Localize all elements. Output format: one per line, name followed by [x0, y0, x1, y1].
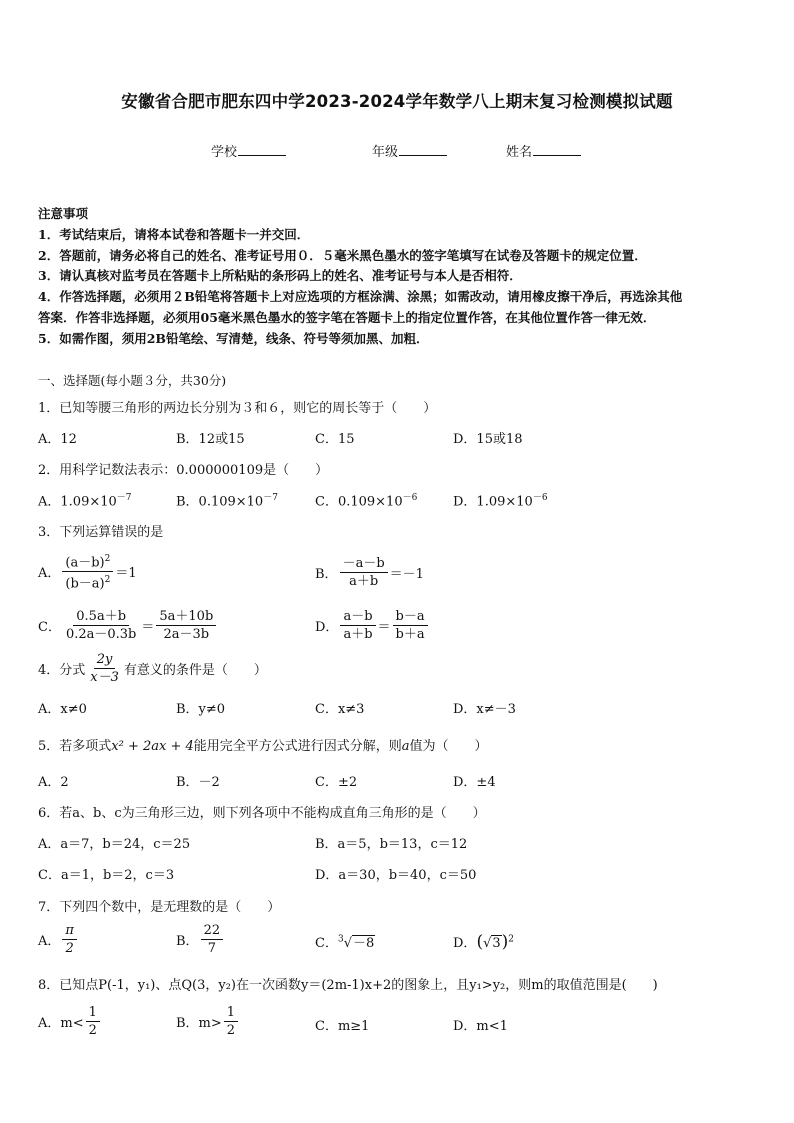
q5-option-d[interactable]: D．±4 — [453, 775, 496, 790]
q3-a-numerator: (a－b) — [65, 555, 105, 571]
q7-stem: 7．下列四个数中，是无理数的是（ ） — [38, 900, 281, 915]
q2-option-b[interactable] — [176, 490, 278, 509]
q3-a-label: A． — [38, 566, 61, 582]
q7-b-numerator: 22 — [201, 923, 224, 940]
q3-b-denominator: a＋b — [349, 574, 379, 589]
q6-option-c[interactable]: C．a＝1，b＝2，c＝3 — [38, 868, 175, 883]
q5-stem — [38, 735, 488, 754]
q7-a-numerator: π — [62, 923, 77, 940]
q4-option-d[interactable]: D．x≠－3 — [453, 702, 516, 717]
q3-d-fraction-left — [340, 609, 375, 642]
q3-b-fraction — [340, 556, 388, 589]
q3-b-numerator: －a－b — [340, 556, 388, 573]
q5-option-b[interactable]: B．－2 — [176, 775, 220, 790]
q2-stem: 2．用科学记数法表示：0.000000109是（ ） — [38, 463, 329, 478]
q5-stem-mid: 能用完全平方公式进行因式分解，则 — [193, 739, 402, 754]
name-label: 姓名 — [506, 145, 533, 160]
q8-a-text: A．m< — [38, 1016, 84, 1031]
q4-numerator: 2y — [94, 652, 116, 669]
q8-a-numerator: 1 — [86, 1005, 100, 1022]
q2-d-text: D．1.09×10 — [453, 494, 533, 510]
q3-d-denominator-left: a＋b — [343, 627, 373, 642]
q3-a-num-exp: 2 — [104, 554, 111, 564]
q2-option-a[interactable] — [38, 490, 132, 509]
q2-option-d[interactable] — [453, 490, 548, 509]
q2-a-exponent: －7 — [116, 493, 132, 503]
q8-b-text: B．m> — [176, 1016, 222, 1031]
q2-b-text: B．0.109×10 — [176, 494, 264, 510]
q8-option-b[interactable] — [176, 1005, 240, 1038]
q3-c-denominator-right: 2a－3b — [163, 627, 210, 642]
q7-c-root-index: 3 — [337, 934, 344, 945]
q3-c-fraction-right — [156, 609, 216, 642]
q8-b-fraction — [224, 1005, 238, 1038]
q3-d-fraction-right — [393, 609, 428, 642]
q5-stem-post: 值为（ ） — [409, 739, 488, 754]
q3-c-denominator-left: 0.2a－0.3b — [65, 627, 137, 642]
radical-sign-icon: √ — [343, 936, 352, 951]
grade-field[interactable] — [372, 141, 447, 160]
q3-c-equals: ＝ — [141, 620, 155, 635]
notice-item-4-cont: 答案．作答非选择题，必须用05毫米黑色墨水的签字笔在答题卡上的指定位置作答，在其他位置作答一律无效． — [38, 310, 656, 325]
q7-c-label: C． — [315, 936, 338, 951]
q7-a-fraction — [62, 923, 77, 956]
q3-a-rhs: ＝1 — [115, 566, 137, 582]
q3-c-numerator-right: 5a＋10b — [156, 609, 216, 626]
q3-option-d[interactable] — [315, 609, 430, 642]
exam-title: 安徽省合肥市肥东四中学2023-2024学年数学八上期末复习检测模拟试题 — [121, 92, 673, 111]
q7-b-denominator: 7 — [207, 941, 216, 956]
q7-option-a[interactable] — [38, 923, 79, 956]
q5-stem-pre: 5．若多项式 — [38, 739, 112, 754]
q7-d-radicand: 3 — [492, 936, 501, 951]
q3-stem: 3．下列运算错误的是 — [38, 525, 164, 540]
q1-option-b[interactable]: B．12或15 — [176, 432, 245, 447]
q2-d-exponent: －6 — [532, 493, 548, 503]
q3-d-numerator-left: a－b — [340, 609, 375, 626]
q4-option-b[interactable]: B．y≠0 — [176, 702, 226, 717]
q8-option-d[interactable]: D．m<1 — [453, 1019, 508, 1034]
q3-c-numerator-left: 0.5a＋b — [73, 609, 129, 626]
q7-option-d[interactable] — [453, 932, 514, 952]
notice-heading: 注意事项 — [38, 206, 89, 221]
q6-option-d[interactable]: D．a＝30，b＝40，c＝50 — [315, 868, 477, 883]
q5-expression: x² + 2ax + 4 — [111, 739, 194, 754]
q1-stem: 1．已知等腰三角形的两边长分别为３和６，则它的周长等于（ ） — [38, 401, 437, 416]
q3-a-denominator: (b－a) — [65, 576, 105, 592]
q4-denominator: x－3 — [90, 670, 119, 685]
name-field[interactable] — [506, 141, 581, 160]
q4-option-c[interactable]: C．x≠3 — [315, 702, 365, 717]
q7-b-label: B． — [176, 934, 199, 949]
q5-variable: a — [401, 739, 410, 754]
q1-option-a[interactable]: A．12 — [38, 432, 77, 447]
q2-option-c[interactable] — [315, 490, 417, 509]
q1-option-d[interactable]: D．15或18 — [453, 432, 523, 447]
q7-option-b[interactable] — [176, 923, 225, 956]
q7-d-exponent: 2 — [508, 934, 515, 945]
q1-option-c[interactable]: C．15 — [315, 432, 355, 447]
q3-b-rhs: ＝－1 — [389, 567, 424, 582]
q2-b-exponent: －7 — [263, 493, 278, 503]
q8-option-a[interactable] — [38, 1005, 102, 1038]
school-blank[interactable] — [238, 143, 286, 156]
q3-d-equals: ＝ — [377, 620, 391, 635]
q3-option-b[interactable] — [315, 556, 424, 589]
q3-a-fraction — [62, 552, 113, 592]
q3-b-label: B． — [315, 567, 338, 582]
q4-stem-post: 有意义的条件是（ ） — [123, 663, 267, 678]
q7-a-label: A． — [38, 934, 61, 949]
q4-stem-pre: 4．分式 — [38, 663, 86, 678]
q7-option-c[interactable] — [315, 932, 375, 951]
q7-d-label: D． — [453, 936, 477, 951]
q3-a-den-exp: 2 — [104, 575, 111, 586]
q2-a-text: A．1.09×10 — [38, 494, 117, 510]
q8-a-fraction — [86, 1005, 100, 1038]
q2-c-text: C．0.109×10 — [315, 494, 403, 510]
radical-sign-icon: √ — [483, 936, 492, 951]
close-paren-icon: ) — [501, 932, 509, 952]
school-field[interactable] — [211, 141, 286, 160]
q3-d-numerator-right: b－a — [393, 609, 428, 626]
q2-c-exponent: －6 — [402, 493, 418, 503]
q4-option-a[interactable]: A．x≠0 — [38, 702, 87, 717]
q8-stem: 8．已知点P(-1，y₁)、点Q(3，y₂)在一次函数y＝(2m-1)x+2的图象上，且y₁>y₂，则m的取值范围是( ) — [38, 978, 658, 993]
q4-fraction — [87, 652, 122, 685]
q7-c-radicand: －8 — [352, 936, 375, 951]
notice-item-2: 2．答题前，请务必将自己的姓名、准考证号用０．５毫米黑色墨水的签字笔填写在试卷及答题卡的规定位置． — [38, 248, 647, 263]
q6-option-a[interactable]: A．a＝7，b＝24，c＝25 — [38, 837, 191, 852]
grade-blank[interactable] — [399, 143, 447, 156]
q5-option-c[interactable]: C．±2 — [315, 775, 358, 790]
q3-option-a[interactable] — [38, 552, 137, 592]
q8-b-denominator: 2 — [226, 1023, 236, 1038]
q8-b-numerator: 1 — [224, 1005, 238, 1022]
q3-option-c[interactable] — [38, 609, 218, 642]
q3-d-label: D． — [315, 620, 339, 635]
name-blank[interactable] — [533, 143, 581, 156]
notice-item-3: 3．请认真核对监考员在答题卡上所粘贴的条形码上的姓名、准考证号与本人是否相符． — [38, 268, 522, 283]
q6-option-b[interactable]: B．a＝5，b＝13，c＝12 — [315, 837, 468, 852]
school-label: 学校 — [211, 145, 238, 160]
section-heading: 一、选择题(每小题３分，共30分) — [38, 373, 227, 388]
q7-b-fraction — [201, 923, 224, 956]
q3-c-label: C． — [38, 620, 61, 635]
notice-item-1: 1．考试结束后，请将本试卷和答题卡一并交回． — [38, 227, 310, 242]
notice-item-4: 4．作答选择题，必须用２B铅笔将答题卡上对应选项的方框涂满、涂黑；如需改动，请用橡皮擦干净后，再选涂其他 — [38, 289, 683, 304]
q3-c-fraction-left — [63, 609, 139, 642]
q7-a-denominator: 2 — [65, 941, 74, 956]
notice-item-5: 5．如需作图，须用2B铅笔绘、写清楚，线条、符号等须加黑、加粗． — [38, 331, 429, 346]
q8-a-denominator: 2 — [88, 1023, 97, 1038]
grade-label: 年级 — [372, 145, 399, 160]
q4-stem — [38, 652, 267, 685]
q6-stem: 6．若a、b、c为三角形三边，则下列各项中不能构成直角三角形的是（ ） — [38, 806, 486, 821]
open-paren-icon: ( — [476, 932, 484, 952]
q8-option-c[interactable]: C．m≥1 — [315, 1019, 370, 1034]
q5-option-a[interactable]: A．2 — [38, 775, 69, 790]
q3-d-denominator-right: b＋a — [395, 627, 425, 642]
